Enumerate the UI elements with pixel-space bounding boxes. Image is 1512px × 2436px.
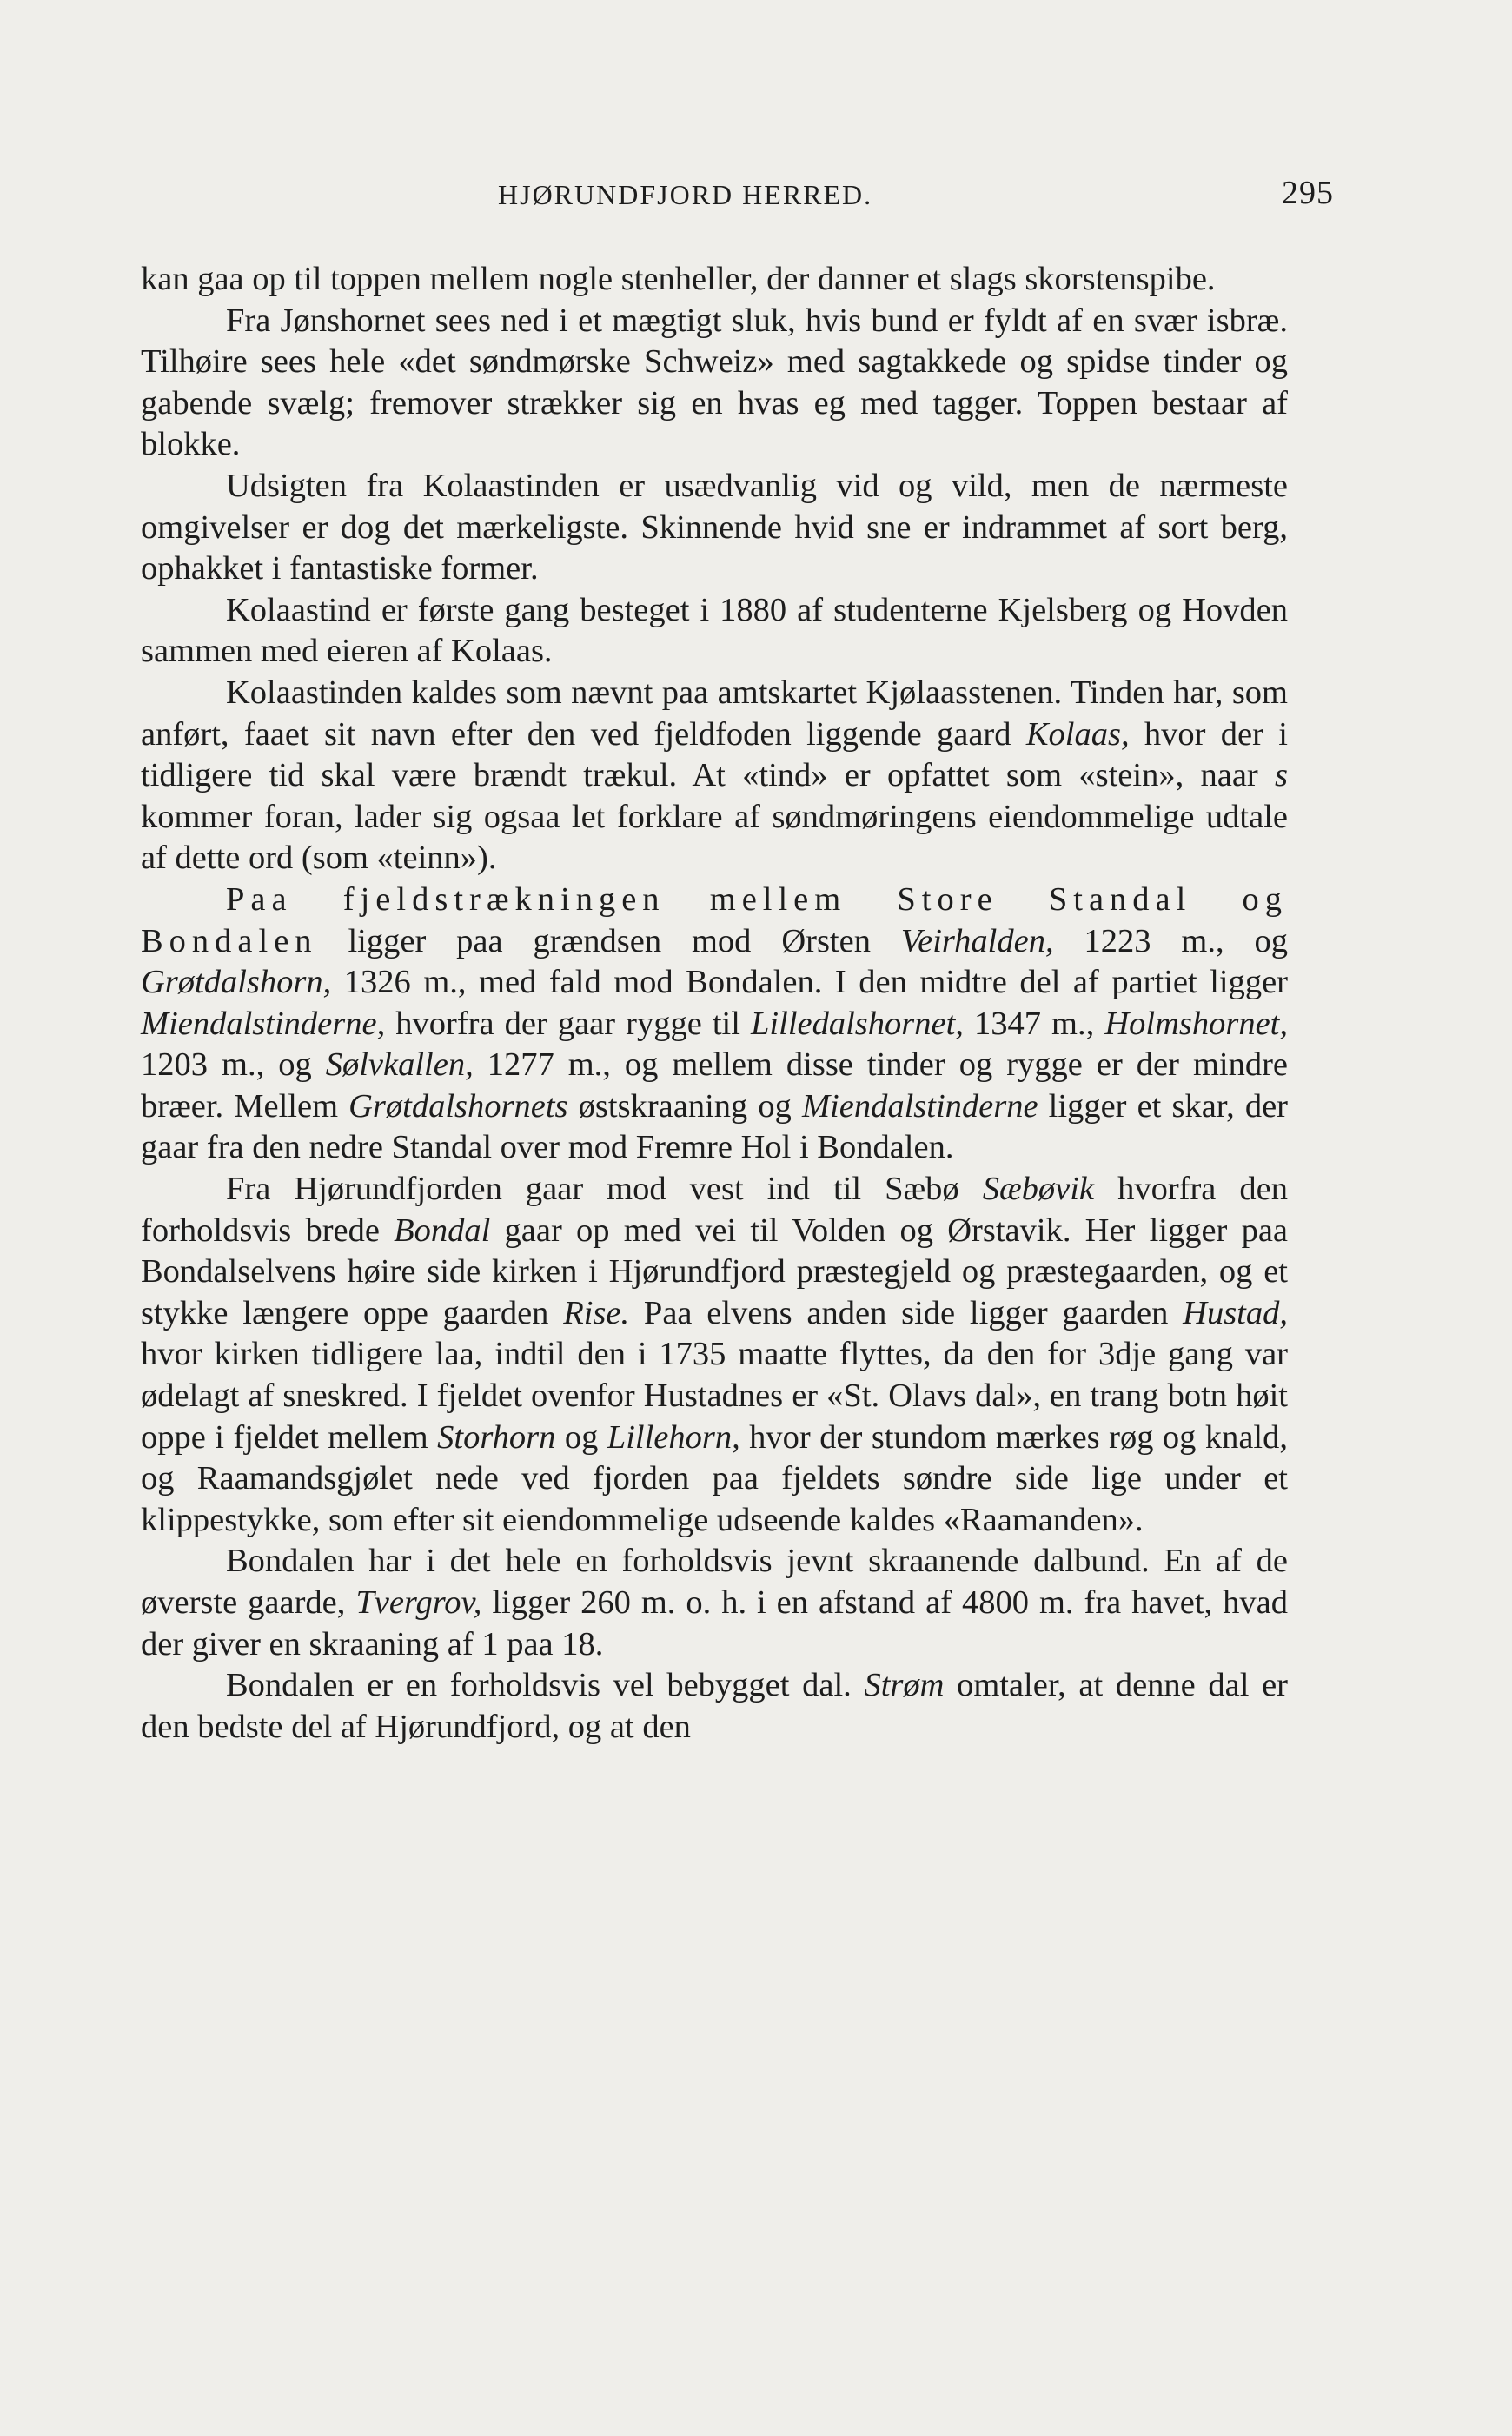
text-run: 1223 m., og — [1053, 922, 1288, 959]
text-run: Kolaastind er første gang besteget i 1880 af studenterne Kjelsberg og Hovden sammen med eieren af Kolaas. — [141, 591, 1288, 670]
text-run: og — [555, 1418, 607, 1456]
paragraph — [141, 879, 1288, 1169]
paragraph — [141, 259, 1288, 301]
italic-name: Hustad, — [1183, 1294, 1288, 1331]
body-text — [141, 259, 1288, 1748]
italic-name: Miendalstinderne — [801, 1087, 1038, 1125]
text-run: ligger paa grændsen mod Ørsten — [317, 922, 901, 959]
italic-name: Lillehorn, — [607, 1418, 740, 1456]
paragraph — [141, 1665, 1288, 1748]
text-run: gaar op med vei til Volden og Ørstavik. Her ligger paa Bondalselvens høire side kirken i Hjørundfjord præstegjeld og præstegaarden, og et stykke længere oppe gaarden — [141, 1211, 1288, 1331]
text-run: ligger et skar, der gaar fra den nedre Standal over mod Fremre Hol i Bondalen. — [141, 1087, 1288, 1166]
text-run: Bondalen har i det hele en forholdsvis jevnt skraanende dalbund. En af de øverste gaarde, — [141, 1543, 1288, 1621]
text-run: Paa elvens anden side ligger gaarden — [629, 1294, 1184, 1331]
text-run: 1277 m., og mellem disse tinder og rygge er der mindre bræer. Mellem — [141, 1046, 1288, 1125]
text-run: ligger 260 m. o. h. i en afstand af 4800 m. fra havet, hvad der giver en skraaning af 1 paa 18. — [141, 1584, 1288, 1663]
running-title: HJØRUNDFJORD HERRED. — [498, 179, 873, 210]
text-run: mellem Store Standal og Bondalen — [141, 880, 1289, 959]
italic-name: Kolaas, — [1025, 715, 1130, 753]
text-run: fjeldstrækningen — [342, 880, 666, 918]
italic-name: Holmshornet, — [1104, 1005, 1288, 1042]
text-run: kan gaa op til toppen mellem nogle stenheller, der danner et slags skorstenspibe. — [141, 261, 1216, 297]
italic-name: Miendalstinderne, — [141, 1005, 386, 1042]
text-run — [666, 881, 710, 918]
text-run: østskraaning og — [567, 1087, 802, 1125]
paragraph — [141, 1169, 1288, 1541]
italic-name: Grøtdalshornets — [348, 1087, 568, 1125]
text-run: hvorfra der gaar rygge til — [385, 1005, 752, 1042]
text-run: Fra Hjørundfjorden gaar mod vest ind til Sæbø — [226, 1171, 983, 1208]
text-run: 1347 m., — [963, 1005, 1105, 1042]
italic-name: Sølvkallen, — [325, 1046, 474, 1084]
text-run: Kolaastinden kaldes som nævnt paa amtskartet Kjølaasstenen. Tinden har, som anført, faaet sit navn efter den ved fjeldfoden liggende gaard — [141, 674, 1288, 753]
text-run: kommer foran, lader sig ogsaa let forklare af søndmøringens eiendommelige udtale af dette ord (som «teinn»). — [141, 798, 1288, 877]
italic-name: Storhorn — [437, 1418, 556, 1456]
text-run: 1203 m., og — [141, 1046, 326, 1084]
text-run: Paa — [226, 880, 343, 918]
text-run: hvor kirken tidligere laa, indtil den i 1735 maatte flyttes, da den for 3dje gang var ødelagt af sneskred. I fjeldet ovenfor Hustadnes er «St. Olavs dal», en trang botn høit oppe i fjeldet mellem — [141, 1336, 1288, 1456]
paragraph — [141, 673, 1288, 879]
italic-name: Strøm — [864, 1667, 945, 1704]
italic-name: Grøtdalshorn, — [141, 964, 332, 1001]
text-run: omtaler, at denne dal er den bedste del af Hjørundfjord, og at den — [141, 1667, 1289, 1745]
text-run: Fra Jønshornet sees ned i et mægtigt sluk, hvis bund er fyldt af en svær isbræ. Tilhøire sees hele «det søndmørske Schweiz» med sagtakkede og spidse tinder og gabende svælg; fremover strækker sig en hvas eg med tagger. Toppen bestaar af blokke. — [141, 302, 1288, 463]
page-number: 295 — [1282, 175, 1334, 211]
italic-name: s — [1275, 757, 1288, 794]
text-run: hvor der i tidligere tid skal være brændt trækul. At «tind» er opfattet som «stein», naar — [141, 715, 1288, 794]
italic-name: Tvergrov, — [355, 1584, 482, 1621]
text-run: 1326 m., med fald mod Bondalen. I den midtre del af partiet ligger — [331, 964, 1288, 1001]
italic-name: Bondal — [394, 1211, 491, 1249]
italic-name: Rise. — [563, 1294, 630, 1331]
page-header — [155, 175, 1334, 222]
italic-name: Sæbøvik — [982, 1171, 1095, 1208]
paragraph — [141, 1541, 1288, 1665]
text-run: hvor der stundom mærkes røg og knald, og Raamandsgjølet nede ved fjorden paa fjeldets søndre side lige under et klippestykke, som efter sit eiendommelige udseende kaldes «Raamanden». — [141, 1418, 1289, 1538]
paragraph — [141, 466, 1288, 590]
paragraph — [141, 590, 1288, 673]
italic-name: Lilledalshornet, — [751, 1005, 964, 1042]
italic-name: Veirhalden, — [900, 922, 1054, 959]
text-run: Udsigten fra Kolaastinden er usædvanlig vid og vild, men de nærmeste omgivelser er dog det mærkeligste. Skinnende hvid sne er indrammet af sort berg, ophakket i fantastiske former. — [141, 467, 1288, 587]
paragraph — [141, 301, 1288, 466]
text-run: hvorfra den forholdsvis brede — [141, 1171, 1288, 1249]
text-run: Bondalen er en forholdsvis vel bebygget dal. — [226, 1667, 865, 1704]
